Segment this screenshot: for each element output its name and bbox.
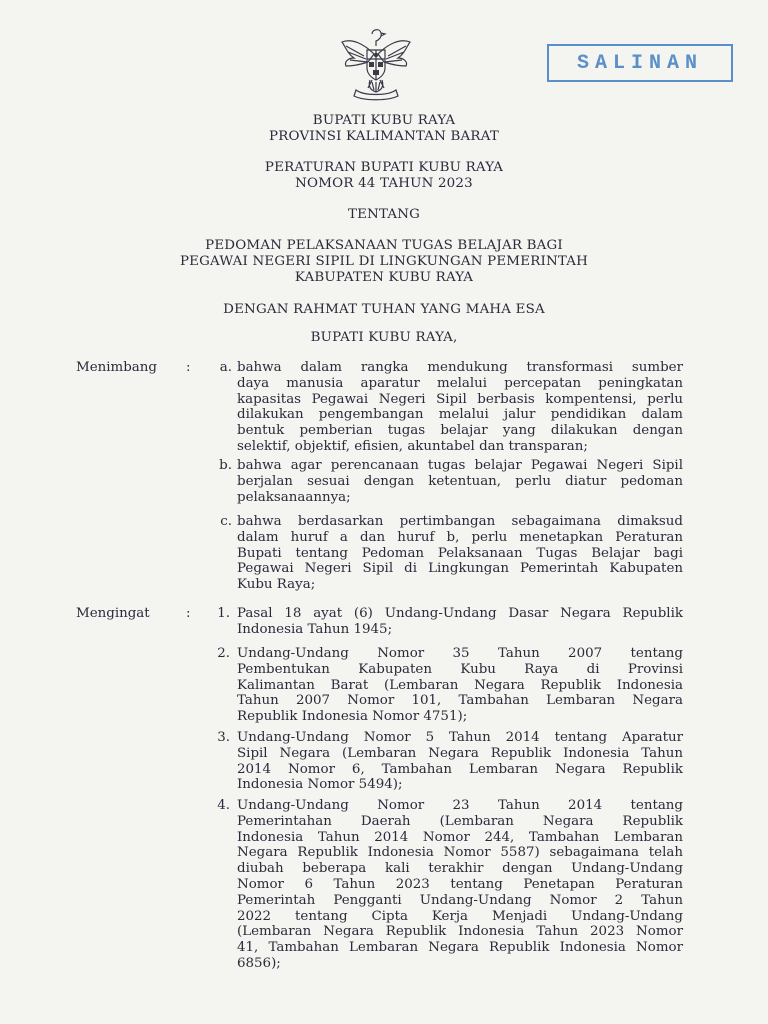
regent-text: BUPATI KUBU RAYA, xyxy=(310,330,458,345)
text-line: diubah beberapa kali terakhir dengan Undang-Undang xyxy=(237,861,683,877)
text-line: Undang-Undang Nomor 23 Tahun 2014 tentang xyxy=(237,798,683,813)
text-line: Pemerintah Pengganti Undang-Undang Nomor 2 Tahun xyxy=(237,892,683,908)
subject-line: PEGAWAI NEGERI SIPIL DI LINGKUNGAN PEMERINTAH xyxy=(179,254,589,269)
text-line: Republik Indonesia Nomor 4751); xyxy=(237,709,468,725)
item-marker: c. xyxy=(220,514,232,529)
regulation-title: PERATURAN BUPATI KUBU RAYA xyxy=(264,160,504,175)
item-marker: 2. xyxy=(217,646,230,661)
text-line: Kalimantan Barat (Lembaran Negara Republik Indonesia xyxy=(237,677,683,693)
mengingat-item-2 xyxy=(237,646,683,725)
about-heading xyxy=(0,207,768,223)
menimbang-item-a xyxy=(237,360,683,455)
text-line: Bupati tentang Pedoman Pelaksanaan Tugas Belajar bagi xyxy=(237,545,683,561)
text-line: Nomor 6 Tahun 2023 tentang Penetapan Peraturan xyxy=(237,876,683,892)
text-line: (Lembaran Negara Republik Indonesia Tahun 2023 Nomor xyxy=(237,924,683,940)
regent-heading xyxy=(0,330,768,346)
text-line: bentuk pemberian tugas belajar yang dilakukan dengan xyxy=(237,423,683,439)
text-line: Indonesia Tahun 1945; xyxy=(237,621,393,637)
salinan-stamp xyxy=(547,44,733,82)
menimbang-item-c xyxy=(237,514,683,593)
text-line: 2022 tentang Cipta Kerja Menjadi Undang-Undang xyxy=(237,908,683,924)
text-line: Pasal 18 ayat (6) Undang-Undang Dasar Negara Republik xyxy=(237,606,683,621)
subject-block xyxy=(0,238,768,286)
menimbang-item-b xyxy=(237,458,683,505)
text-line: Sipil Negara (Lembaran Negara Republik Indonesia Tahun xyxy=(237,745,683,761)
issuer-line2: PROVINSI KALIMANTAN BARAT xyxy=(269,129,499,144)
text-line: Indonesia Tahun 2014 Nomor 244, Tambahan Lembaran xyxy=(237,829,683,845)
text-line: Kubu Raya; xyxy=(237,577,316,593)
mengingat-item-3 xyxy=(237,730,683,793)
text-line: kapasitas Pegawai Negeri Sipil berbasis kompentensi, perlu xyxy=(237,391,683,407)
item-marker: 3. xyxy=(217,730,230,745)
invocation xyxy=(0,302,768,318)
stamp-text: SALINAN xyxy=(576,51,703,75)
text-line: Negara Republik Indonesia Nomor 5587) sebagaimana telah xyxy=(237,845,683,861)
text-line: Tahun 2007 Nomor 101, Tambahan Lembaran Negara xyxy=(237,693,683,709)
text-line: dalam huruf a dan huruf b, perlu menetapkan Peraturan xyxy=(237,529,683,545)
about-label: TENTANG xyxy=(347,207,421,222)
menimbang-label: Menimbang xyxy=(76,360,157,375)
issuer-line1: BUPATI KUBU RAYA xyxy=(312,113,456,128)
invocation-text: DENGAN RAHMAT TUHAN YANG MAHA ESA xyxy=(223,302,545,317)
text-line: Indonesia Nomor 5494); xyxy=(237,777,403,793)
mengingat-item-4 xyxy=(237,798,683,972)
text-line: berjalan sesuai dengan ketentuan, perlu diatur pedoman xyxy=(237,473,683,489)
regulation-title-block xyxy=(0,160,768,192)
mengingat-colon: : xyxy=(186,606,191,621)
text-line: Pegawai Negeri Sipil di Lingkungan Pemerintah Kabupaten xyxy=(237,561,683,577)
subject-line: KABUPATEN KUBU RAYA xyxy=(294,270,474,285)
item-marker: 1. xyxy=(217,606,230,621)
item-marker: a. xyxy=(219,360,232,375)
text-line: Pemerintahan Daerah (Lembaran Negara Republik xyxy=(237,813,683,829)
mengingat-item-1 xyxy=(237,606,683,638)
text-line: bahwa berdasarkan pertimbangan sebagaimana dimaksud xyxy=(237,514,683,529)
text-line: Undang-Undang Nomor 5 Tahun 2014 tentang Aparatur xyxy=(237,730,683,745)
text-line: daya manusia aparatur melalui percepatan peningkatan xyxy=(237,375,683,391)
text-line: selektif, objektif, efisien, akuntabel dan transparan; xyxy=(237,438,588,454)
text-line: 2014 Nomor 6, Tambahan Lembaran Negara Republik xyxy=(237,761,683,777)
item-marker: b. xyxy=(219,458,232,473)
text-line: 41, Tambahan Lembaran Negara Republik Indonesia Nomor xyxy=(237,940,683,956)
text-line: dilakukan pengembangan melalui jalur pendidikan dalam xyxy=(237,407,683,423)
text-line: pelaksanaannya; xyxy=(237,489,351,505)
menimbang-colon: : xyxy=(186,360,191,375)
item-marker: 4. xyxy=(217,798,230,813)
text-line: bahwa dalam rangka mendukung transformasi sumber xyxy=(237,360,683,375)
text-line: 6856); xyxy=(237,955,281,971)
issuer-block xyxy=(0,113,768,145)
mengingat-label: Mengingat xyxy=(76,606,150,621)
text-line: bahwa agar perencanaan tugas belajar Pegawai Negeri Sipil xyxy=(237,458,683,473)
subject-line: PEDOMAN PELAKSANAAN TUGAS BELAJAR BAGI xyxy=(205,238,563,253)
text-line: Undang-Undang Nomor 35 Tahun 2007 tentang xyxy=(237,646,683,661)
text-line: Pembentukan Kabupaten Kubu Raya di Provinsi xyxy=(237,661,683,677)
garuda-emblem-icon xyxy=(334,24,418,104)
regulation-number: NOMOR 44 TAHUN 2023 xyxy=(295,176,473,191)
